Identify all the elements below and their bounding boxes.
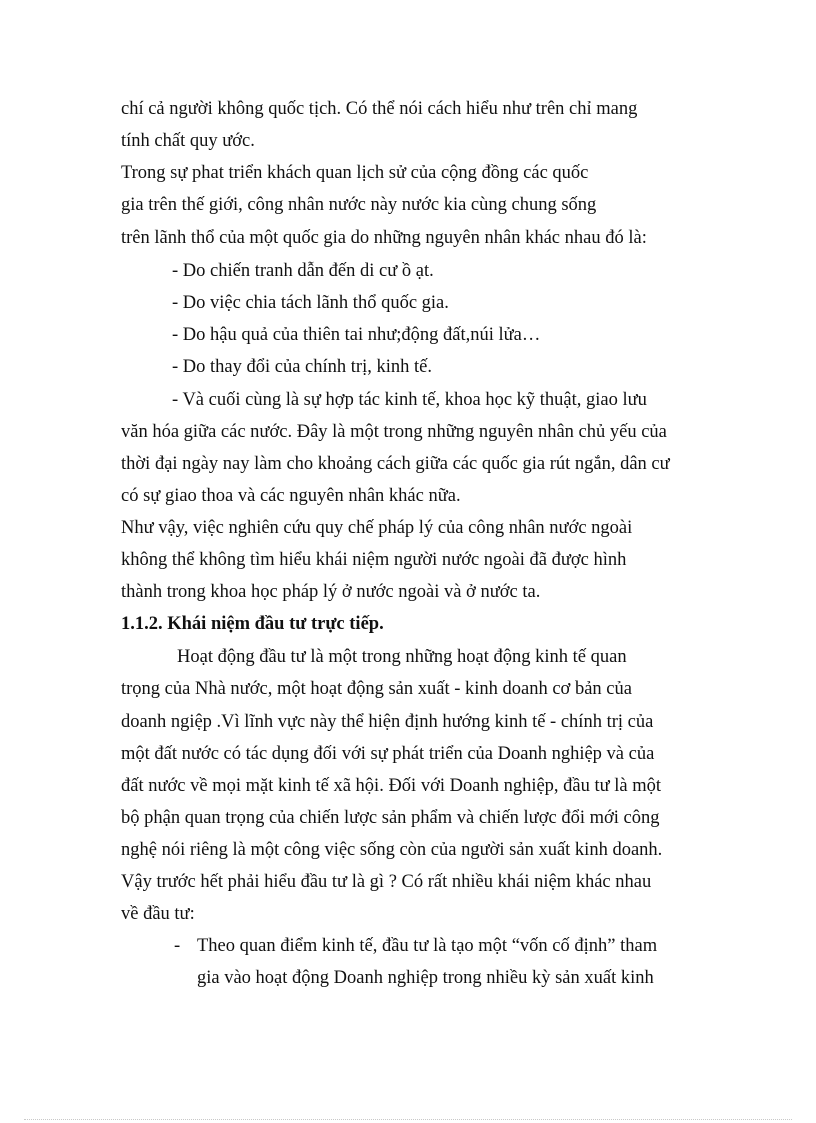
text-line: tính chất quy ước. xyxy=(121,131,255,151)
list-item: - Do việc chia tách lãnh thổ quốc gia. xyxy=(172,293,449,313)
text-line: không thể không tìm hiểu khái niệm người nước ngoài đã được hình xyxy=(121,550,627,570)
text-line: Như vậy, việc nghiên cứu quy chế pháp lý của công nhân nước ngoài xyxy=(121,518,633,538)
text-line: chí cả người không quốc tịch. Có thể nói cách hiểu như trên chỉ mang xyxy=(121,99,638,119)
text-line: văn hóa giữa các nước. Đây là một trong những nguyên nhân chủ yếu của xyxy=(121,422,667,442)
text-line: về đầu tư: xyxy=(121,904,195,924)
text-line: Trong sự phat triển khách quan lịch sử của cộng đồng các quốc xyxy=(121,163,589,183)
text-line: doanh ngiệp .Vì lĩnh vực này thể hiện định hướng kinh tế - chính trị của xyxy=(121,712,654,732)
text-line: bộ phận quan trọng của chiến lược sản phẩm và chiến lược đổi mới công xyxy=(121,808,660,828)
list-item: - Do thay đổi của chính trị, kinh tế. xyxy=(172,357,432,377)
text-line: thành trong khoa học pháp lý ở nước ngoài và ở nước ta. xyxy=(121,582,541,602)
text-line: Vậy trước hết phải hiểu đầu tư là gì ? Có rất nhiều khái niệm khác nhau xyxy=(121,872,652,892)
section-heading: 1.1.2. Khái niệm đầu tư trực tiếp. xyxy=(121,614,384,634)
text-line: Hoạt động đầu tư là một trong những hoạt động kinh tế quan xyxy=(177,647,627,667)
list-item: - Do chiến tranh dẫn đến di cư ồ ạt. xyxy=(172,261,434,281)
text-line: trên lãnh thổ của một quốc gia do những nguyên nhân khác nhau đó là: xyxy=(121,228,647,248)
list-item: - Do hậu quả của thiên tai như;động đất,núi lửa… xyxy=(172,325,541,345)
list-item: gia vào hoạt động Doanh nghiệp trong nhiều kỳ sản xuất kinh xyxy=(197,968,654,988)
list-item: Theo quan điểm kinh tế, đầu tư là tạo một “vốn cố định” tham xyxy=(197,936,658,956)
text-line: thời đại ngày nay làm cho khoảng cách giữa các quốc gia rút ngắn, dân cư xyxy=(121,454,670,474)
text-line: đất nước về mọi mặt kinh tế xã hội. Đối với Doanh nghiệp, đầu tư là một xyxy=(121,776,662,796)
text-line: trọng của Nhà nước, một hoạt động sản xuất - kinh doanh cơ bản của xyxy=(121,679,632,699)
list-item: - Và cuối cùng là sự hợp tác kinh tế, khoa học kỹ thuật, giao lưu xyxy=(172,390,647,410)
page-bottom-rule xyxy=(24,1119,792,1120)
text-line: nghệ nói riêng là một công việc sống còn của người sản xuất kinh doanh. xyxy=(121,840,663,860)
text-line: một đất nước có tác dụng đối với sự phát triển của Doanh nghiệp và của xyxy=(121,744,655,764)
text-line: có sự giao thoa và các nguyên nhân khác nữa. xyxy=(121,486,461,506)
list-bullet: - xyxy=(174,936,181,956)
text-line: gia trên thế giới, công nhân nước này nước kia cùng chung sống xyxy=(121,195,597,215)
